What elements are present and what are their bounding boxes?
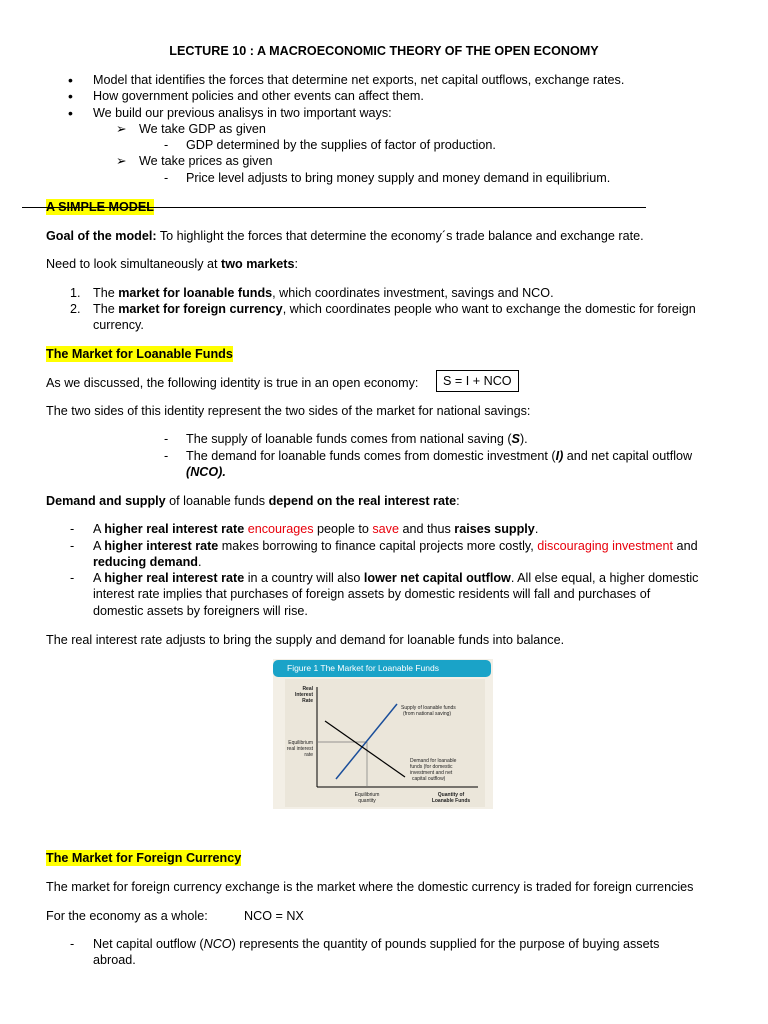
dash-marker: - [164, 449, 169, 463]
y-label-2: Interest [294, 692, 313, 698]
rate-point-3 [93, 570, 698, 586]
demand-label-3: investment and net [410, 770, 453, 776]
demand-text: The demand for loanable funds comes from domestic investment ( [186, 449, 556, 463]
identity-text: As we discussed, the following identity is true in an open economy: [46, 376, 419, 390]
market-item-text: , which coordinates people who want to exchange the domestic for foreign [282, 302, 696, 316]
rate-emph: higher real interest rate [104, 571, 245, 585]
market-item-2 [93, 301, 696, 317]
y-label-1: Real [302, 686, 313, 692]
whole-label: For the economy as a whole: [46, 909, 208, 923]
bullet-marker: • [68, 72, 73, 88]
dash-marker: - [70, 539, 75, 553]
market-item-text: The [93, 286, 119, 300]
market-item-text: The [93, 302, 119, 316]
identity-box-wrap [436, 370, 519, 392]
foreign-heading: The Market for Foreign Currency [46, 851, 242, 865]
adjust-text: The real interest rate adjusts to bring the supply and demand for loanable funds into balance. [46, 633, 565, 647]
rate-point-3-line2: interest rate implies that purchases of foreign assets by domestic residents will fall and purchases of [93, 587, 651, 601]
demand-label-2: funds (for domestic [410, 764, 453, 770]
rate-text: and thus [398, 522, 455, 536]
supply-text: The supply of loanable funds comes from national saving ( [186, 432, 512, 446]
plot-panel [285, 679, 485, 807]
rate-text: and [673, 539, 698, 553]
demand-line [186, 448, 692, 464]
ds-text: : [456, 494, 460, 508]
simple-model-heading: A SIMPLE MODEL [46, 200, 154, 214]
bullet-marker: • [68, 105, 73, 121]
eq-rate-label-2: real interest [286, 746, 313, 752]
way-2-detail: Price level adjusts to bring money supply and money demand in equilibrium. [186, 171, 611, 185]
section-rule [534, 207, 646, 208]
rate-text: A [93, 571, 105, 585]
nco-point [93, 936, 659, 952]
rate-text: . All else equal, a higher domestic [510, 571, 699, 585]
rate-point-2-cont [93, 554, 201, 570]
way-1: We take GDP as given [139, 122, 266, 136]
eq-rate-label-3: rate [304, 752, 313, 758]
intro-bullet-2: How government policies and other events can affect them. [93, 89, 424, 103]
rate-emph: higher real interest rate [104, 522, 245, 536]
rate-point-3-line3: domestic assets by foreigners will rise. [93, 604, 308, 618]
arrow-marker: ➢ [116, 122, 127, 136]
need-emph: two markets [221, 257, 295, 271]
demand-label-4: capital outflow) [412, 776, 446, 782]
list-number: 2. [70, 302, 81, 316]
rate-text: in a country will also [244, 571, 364, 585]
rate-text: A [93, 522, 105, 536]
y-label-3: Rate [302, 698, 313, 704]
rate-text: makes borrowing to finance capital projects more costly, [218, 539, 538, 553]
intro-bullet-3: We build our previous analisys in two important ways: [93, 106, 392, 120]
rate-red: save [372, 522, 399, 536]
supply-label-2: (from national saving) [403, 711, 452, 717]
nco-text: ) represents the quantity of pounds supplied for the purpose of buying assets [231, 937, 660, 951]
figure-svg [273, 659, 493, 809]
dash-marker: - [70, 571, 75, 585]
dash-marker: - [164, 138, 169, 152]
way-2: We take prices as given [139, 154, 273, 168]
market-item-emph: market for loanable funds [118, 286, 273, 300]
market-item-1 [93, 285, 554, 301]
dash-marker: - [164, 432, 169, 446]
loanable-heading: The Market for Loanable Funds [46, 347, 233, 361]
x-label-2: Loanable Funds [431, 798, 471, 804]
two-sides-text: The two sides of this identity represent the two sides of the market for national savings: [46, 404, 531, 418]
supply-symbol: S [511, 432, 520, 446]
demand-text: and net capital outflow [563, 449, 693, 463]
rate-point-2 [93, 538, 698, 554]
rate-text: A [93, 539, 105, 553]
nco-point-cont: abroad. [93, 953, 136, 967]
supply-text: ). [519, 432, 528, 446]
need-colon: : [294, 257, 299, 271]
loanable-funds-figure [273, 659, 493, 809]
fx-text: The market for foreign currency exchange is the market where the domestic currency is traded for foreign currencies [46, 880, 694, 894]
supply-label-1: Supply of loanable funds [401, 705, 456, 711]
dash-marker: - [70, 937, 75, 951]
x-label-1: Quantity of [437, 792, 465, 798]
list-number: 1. [70, 286, 81, 300]
supply-line [186, 431, 528, 447]
nco-symbol: NCO [203, 937, 232, 951]
ds-paragraph [46, 493, 460, 509]
need-paragraph [46, 256, 298, 272]
intro-bullet-1: Model that identifies the forces that determine net exports, net capital outflows, exchange rates. [93, 73, 625, 87]
demand-symbol: I) [555, 449, 564, 463]
goal-label: Goal of the model: [46, 229, 157, 243]
identity-box: S = I + NCO [436, 370, 519, 392]
need-text: Need to look simultaneously at [46, 257, 222, 271]
eq-quantity-label-1: Equilibrium [354, 792, 380, 798]
ds-emph: depend on the real interest rate [268, 494, 457, 508]
rate-point-1 [93, 521, 538, 537]
goal-paragraph [46, 228, 644, 244]
demand-nco [186, 464, 226, 480]
rate-emph: higher interest rate [104, 539, 219, 553]
goal-text: To highlight the forces that determine the economy´s trade balance and exchange rate. [156, 229, 644, 243]
demand-nco-text: (NCO). [186, 465, 226, 479]
dash-marker: - [164, 171, 169, 185]
demand-label-1: Demand for loanable [410, 758, 457, 764]
rate-red: discouraging investment [537, 539, 674, 553]
ds-text: of loanable funds [165, 494, 269, 508]
way-1-detail: GDP determined by the supplies of factor of production. [186, 138, 496, 152]
dash-marker: - [70, 522, 75, 536]
page-title: LECTURE 10 : A MACROECONOMIC THEORY OF THE OPEN ECONOMY [169, 44, 599, 58]
bullet-marker: • [68, 88, 73, 104]
rate-emph: raises supply [454, 522, 535, 536]
rate-text: people to [313, 522, 373, 536]
whole-equation: NCO = NX [244, 909, 304, 923]
rate-emph: lower net capital outflow [363, 571, 511, 585]
market-item-text: , which coordinates investment, savings and NCO. [272, 286, 554, 300]
rate-emph: reducing demand [93, 555, 198, 569]
eq-quantity-label-2: quantity [358, 798, 376, 804]
eq-rate-label-1: Equilibrium [288, 740, 313, 746]
ds-emph: Demand and supply [46, 494, 166, 508]
figure-title: Figure 1 The Market for Loanable Funds [287, 663, 439, 673]
arrow-marker: ➢ [116, 154, 127, 168]
market-item-2-cont: currency. [93, 318, 144, 332]
nco-text: Net capital outflow ( [93, 937, 204, 951]
market-item-emph: market for foreign currency [118, 302, 283, 316]
rate-text: . [197, 555, 202, 569]
rate-text: . [534, 522, 539, 536]
rate-red: encourages [244, 522, 314, 536]
